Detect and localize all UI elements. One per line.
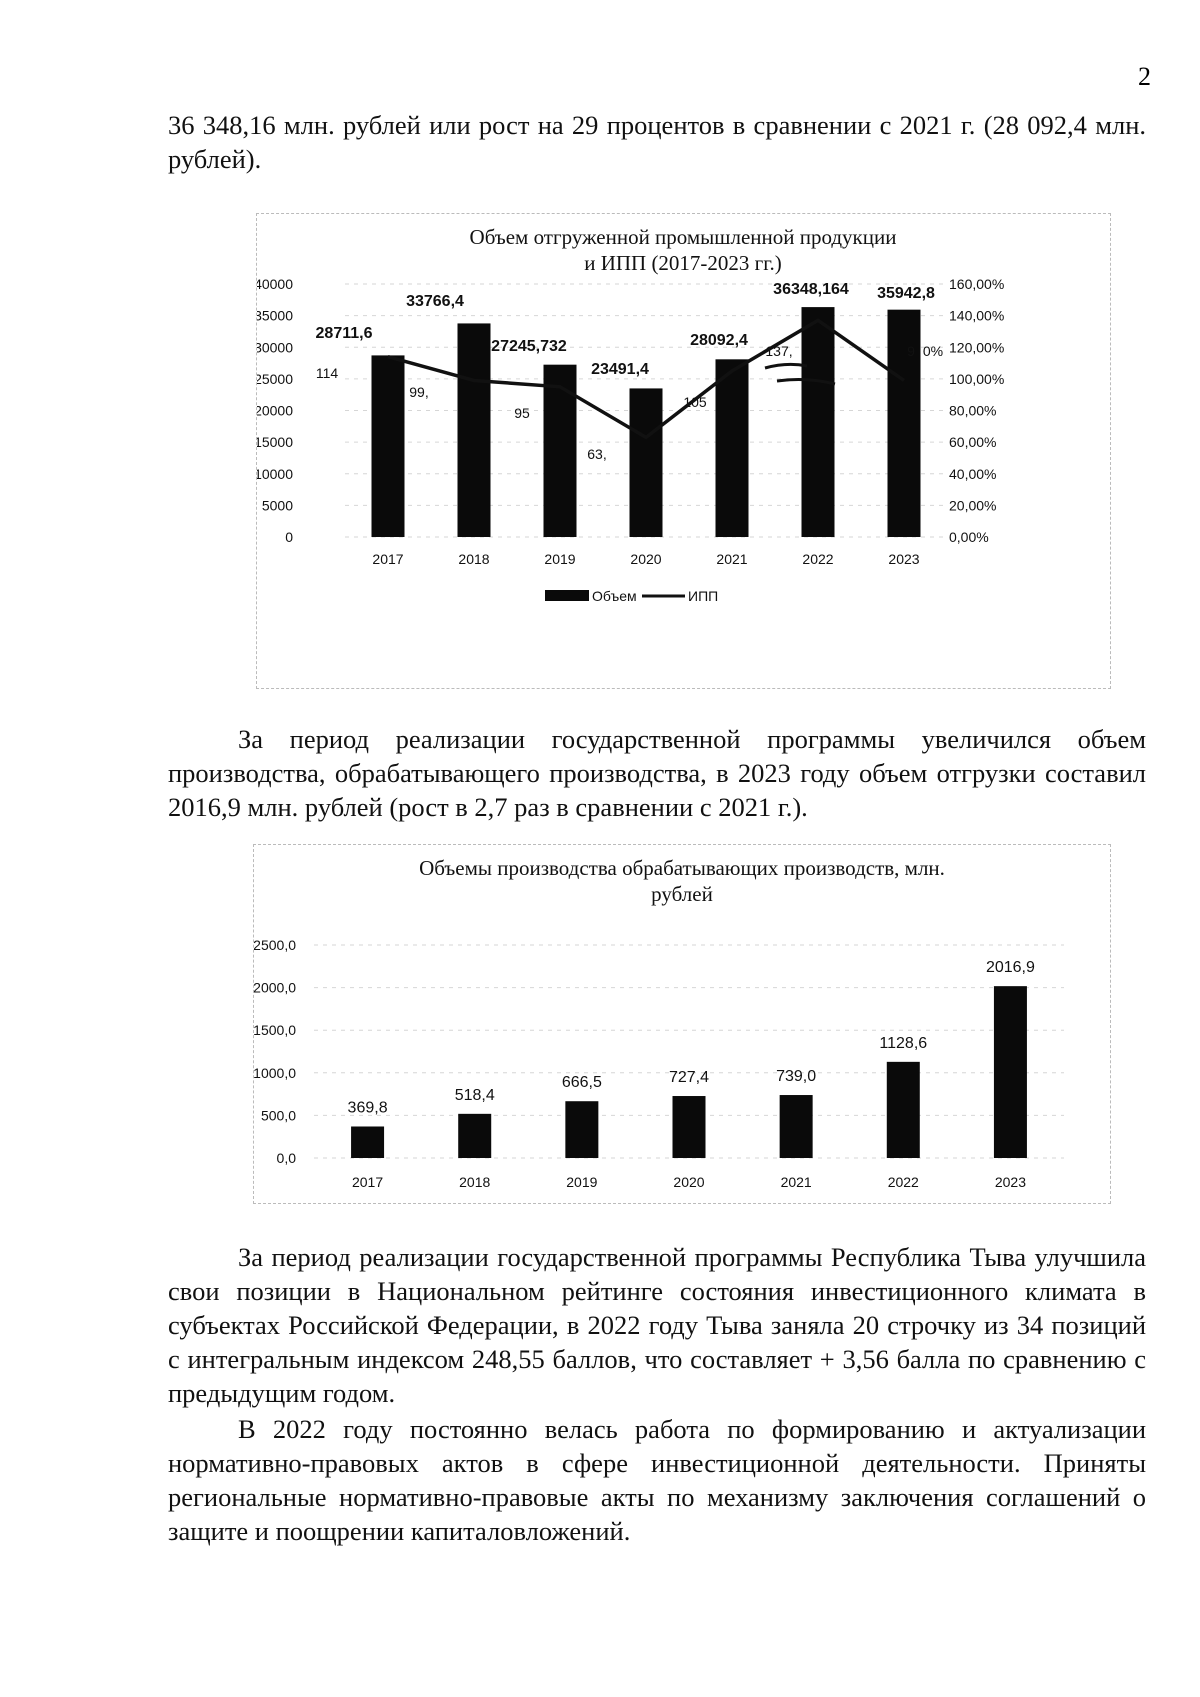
chart-2-y-tick: 2000,0 bbox=[254, 979, 296, 996]
chart-1-y2-tick: 60,00% bbox=[949, 434, 997, 451]
chart-2-x-tick: 2020 bbox=[673, 1174, 705, 1190]
chart-2-y-tick: 1500,0 bbox=[254, 1022, 296, 1039]
chart-1-bar bbox=[544, 365, 577, 537]
chart-1-title-line2: и ИПП (2017-2023 гг.) bbox=[584, 251, 782, 275]
chart-2-bar-label: 2016,9 bbox=[985, 959, 1035, 977]
chart-2-y-tick: 0,0 bbox=[276, 1150, 296, 1166]
chart-1-line-label: 63, bbox=[587, 446, 607, 462]
chart-2-x-tick: 2017 bbox=[351, 1174, 384, 1190]
chart-2-y-tick: 1000,0 bbox=[254, 1064, 296, 1081]
chart-1-line-label: 0% bbox=[922, 343, 944, 359]
chart-1-x-tick: 2019 bbox=[544, 551, 576, 567]
chart-1-y-tick: 10000 bbox=[257, 465, 293, 482]
chart-1-legend-label-bars: Объем bbox=[592, 588, 637, 604]
chart-1-y-tick: 20000 bbox=[257, 402, 293, 419]
chart-1-y-tick: 25000 bbox=[257, 370, 293, 387]
chart-1-bar bbox=[802, 307, 835, 537]
chart-1-x-tick: 2018 bbox=[458, 551, 490, 567]
paragraph-3: За период реализации государственной программы Республика Тыва улучшила свои позиции в Национальном рейтинге состояния инвестиционного климата в субъектах Российской Федерации, в 2022 году Тыва заняла 20 строчку из 34 позиций с интегральным индексом 248,55 баллов, что составляет + 3,56 балла по сравнению с предыдущим годом. bbox=[168, 1242, 1146, 1408]
chart-2-x-tick: 2018 bbox=[459, 1174, 491, 1190]
chart-2-bar bbox=[887, 1062, 920, 1158]
chart-1-y2-tick: 40,00% bbox=[949, 465, 997, 482]
chart-2-y-tick: 2500,0 bbox=[254, 937, 296, 953]
chart-1-frame bbox=[256, 213, 1111, 689]
chart-1-y-tick: 15000 bbox=[257, 434, 293, 451]
chart-1-y-tick: 35000 bbox=[257, 307, 293, 324]
chart-2-y-tick: 500,0 bbox=[260, 1107, 296, 1124]
chart-1-bar-label: 36348,164 bbox=[773, 281, 849, 298]
chart-2-frame bbox=[253, 844, 1111, 1204]
chart-1-y-tick: 0 bbox=[285, 529, 293, 545]
chart-1-y2-tick: 120,00% bbox=[949, 339, 1005, 356]
chart-1-x-tick: 2022 bbox=[802, 551, 834, 567]
chart-1-bar-label: 28092,4 bbox=[690, 332, 748, 349]
chart-2-bar-label: 518,4 bbox=[454, 1086, 495, 1104]
chart-2-bar bbox=[565, 1101, 598, 1158]
chart-1-y-tick: 40000 bbox=[257, 276, 293, 292]
paragraph-4: В 2022 году постоянно велась работа по формированию и актуализации нормативно-правовых актов в сфере инвестиционной деятельности. Приняты региональные нормативно-правовые акты по механизму заключения соглашений о защите и поощрении капиталовложений. bbox=[168, 1414, 1146, 1546]
chart-2-title-line1: Объемы производства обрабатывающих производств, млн. bbox=[419, 856, 945, 880]
paragraph-2: За период реализации государственной программы увеличился объем производства, обрабатывающего производства, в 2023 году объем отгрузки составил 2016,9 млн. рублей (рост в 2,7 раз в сравнении с 2021 г.). bbox=[168, 724, 1146, 822]
chart-2-bar-label: 369,8 bbox=[347, 1099, 388, 1117]
chart-1-x-tick: 2020 bbox=[630, 551, 662, 567]
chart-1-bar-label: 23491,4 bbox=[591, 361, 649, 378]
chart-1-bar bbox=[458, 323, 491, 537]
chart-1-legend-swatch-bars bbox=[545, 590, 589, 601]
chart-1-y2-tick: 140,00% bbox=[949, 307, 1005, 324]
chart-2-bar bbox=[673, 1096, 706, 1158]
paragraph-1: 36 348,16 млн. рублей или рост на 29 процентов в сравнении с 2021 г. (28 092,4 млн. рублей). bbox=[168, 110, 1146, 174]
chart-1-y2-tick: 100,00% bbox=[949, 370, 1005, 387]
chart-2-x-tick: 2019 bbox=[566, 1174, 598, 1190]
chart-1-bar bbox=[888, 310, 921, 537]
chart-2-svg bbox=[254, 845, 1110, 1203]
chart-1-bar bbox=[630, 388, 663, 537]
chart-1-bar bbox=[716, 359, 749, 537]
chart-1-line-label: 114 bbox=[315, 365, 339, 381]
chart-1-x-tick: 2023 bbox=[888, 551, 920, 567]
chart-2-bar-label: 739,0 bbox=[776, 1068, 817, 1086]
chart-2-x-tick: 2022 bbox=[887, 1174, 919, 1190]
chart-2-bar bbox=[780, 1095, 813, 1158]
chart-2-bar-label: 1128,6 bbox=[879, 1034, 928, 1052]
chart-1-line-label: 105 bbox=[683, 394, 707, 410]
chart-2-x-tick: 2021 bbox=[780, 1174, 812, 1190]
chart-1-svg bbox=[257, 214, 1110, 688]
chart-1-bar-label: 33766,4 bbox=[406, 293, 464, 310]
chart-2-x-tick: 2023 bbox=[994, 1174, 1027, 1190]
chart-1-line-label: 137, bbox=[765, 343, 793, 359]
chart-1-line-label: 95 bbox=[514, 405, 530, 421]
chart-1-x-tick: 2017 bbox=[372, 551, 404, 567]
chart-1-annotation-mark bbox=[765, 364, 807, 368]
chart-2-title-line2: рублей bbox=[651, 882, 713, 906]
chart-1-y-tick: 30000 bbox=[257, 339, 293, 356]
chart-1-y2-tick: 160,00% bbox=[949, 276, 1005, 292]
chart-1-bar-label: 27245,732 bbox=[491, 338, 567, 355]
chart-1-line-label: 9 bbox=[907, 343, 915, 359]
chart-1-line-label: 99, bbox=[409, 384, 429, 400]
chart-1-legend-label-line: ИПП bbox=[688, 588, 719, 604]
chart-1-bar-label: 28711,6 bbox=[315, 325, 373, 342]
page-number: 2 bbox=[1138, 62, 1151, 91]
chart-1-y-tick: 5000 bbox=[261, 497, 293, 514]
chart-2-bar-label: 666,5 bbox=[561, 1074, 602, 1092]
chart-1-title-line1: Объем отгруженной промышленной продукции bbox=[469, 225, 897, 249]
chart-1-bar-label: 35942,8 bbox=[877, 285, 935, 302]
chart-2-bar bbox=[458, 1114, 491, 1158]
chart-2-bar bbox=[351, 1126, 384, 1158]
chart-2-bar bbox=[994, 986, 1027, 1158]
chart-1-bar bbox=[372, 355, 405, 537]
chart-1-x-tick: 2021 bbox=[716, 551, 748, 567]
chart-1-y2-tick: 80,00% bbox=[949, 402, 997, 419]
chart-2-bar-label: 727,4 bbox=[668, 1069, 710, 1087]
chart-1-y2-tick: 20,00% bbox=[949, 497, 997, 514]
chart-1-y2-tick: 0,00% bbox=[949, 529, 989, 545]
